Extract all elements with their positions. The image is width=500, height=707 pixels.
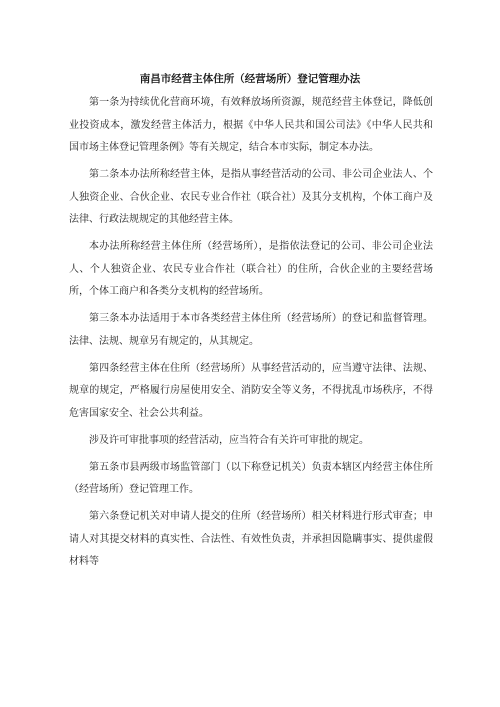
paragraph-article-4: 第四条经营主体在住所（经营场所）从事经营活动的，应当遵守法律、法规、规章的规定，严格履行房屋使用安全、消防安全等义务，不得扰乱市场秩序，不得危害国家安全、社会公共利益。 bbox=[69, 362, 433, 419]
paragraph-article-4-license: 涉及许可审批事项的经营活动，应当符合有关许可审批的规定。 bbox=[89, 434, 369, 446]
paragraph-article-3: 第三条本办法适用于本市各类经营主体住所（经营场所）的登记和监督管理。法律、法规、规章另有规定的，从其规定。 bbox=[69, 313, 433, 347]
document-title: 南昌市经营主体住所（经营场所）登记管理办法 bbox=[139, 73, 361, 85]
paragraph-article-2: 第二条本办法所称经营主体，是指从事经营活动的公司、非公司企业法人、个人独资企业、合伙企业、农民专业合作社（联合社）及其分支机构，个体工商户及法律、行政法规规定的其他经营主体。 bbox=[69, 169, 433, 225]
paragraph-article-6: 第六条登记机关对申请人提交的住所（经营场所）相关材料进行形式审查；申请人对其提交材料的真实性、合法性、有效性负责，并承担因隐瞒事实、提供虚假材料等 bbox=[69, 511, 433, 567]
document-body bbox=[69, 92, 433, 574]
paragraph-article-5: 第五条市县两级市场监管部门（以下称登记机关）负责本辖区内经营主体住所（经营场所）登记管理工作。 bbox=[69, 461, 433, 495]
paragraph-article-2-definition: 本办法所称经营主体住所（经营场所），是指依法登记的公司、非公司企业法人、个人独资企业、农民专业合作社（联合社）的住所，合伙企业的主要经营场所，个体工商户和各类分支机构的经营场所。 bbox=[69, 241, 433, 297]
paragraph-article-1: 第一条为持续优化营商环境，有效释放场所资源，规范经营主体登记，降低创业投资成本，激发经营主体活力，根据《中华人民共和国公司法》《中华人民共和国市场主体登记管理条例》等有关规定，结合本市实际，制定本办法。 bbox=[69, 97, 433, 153]
